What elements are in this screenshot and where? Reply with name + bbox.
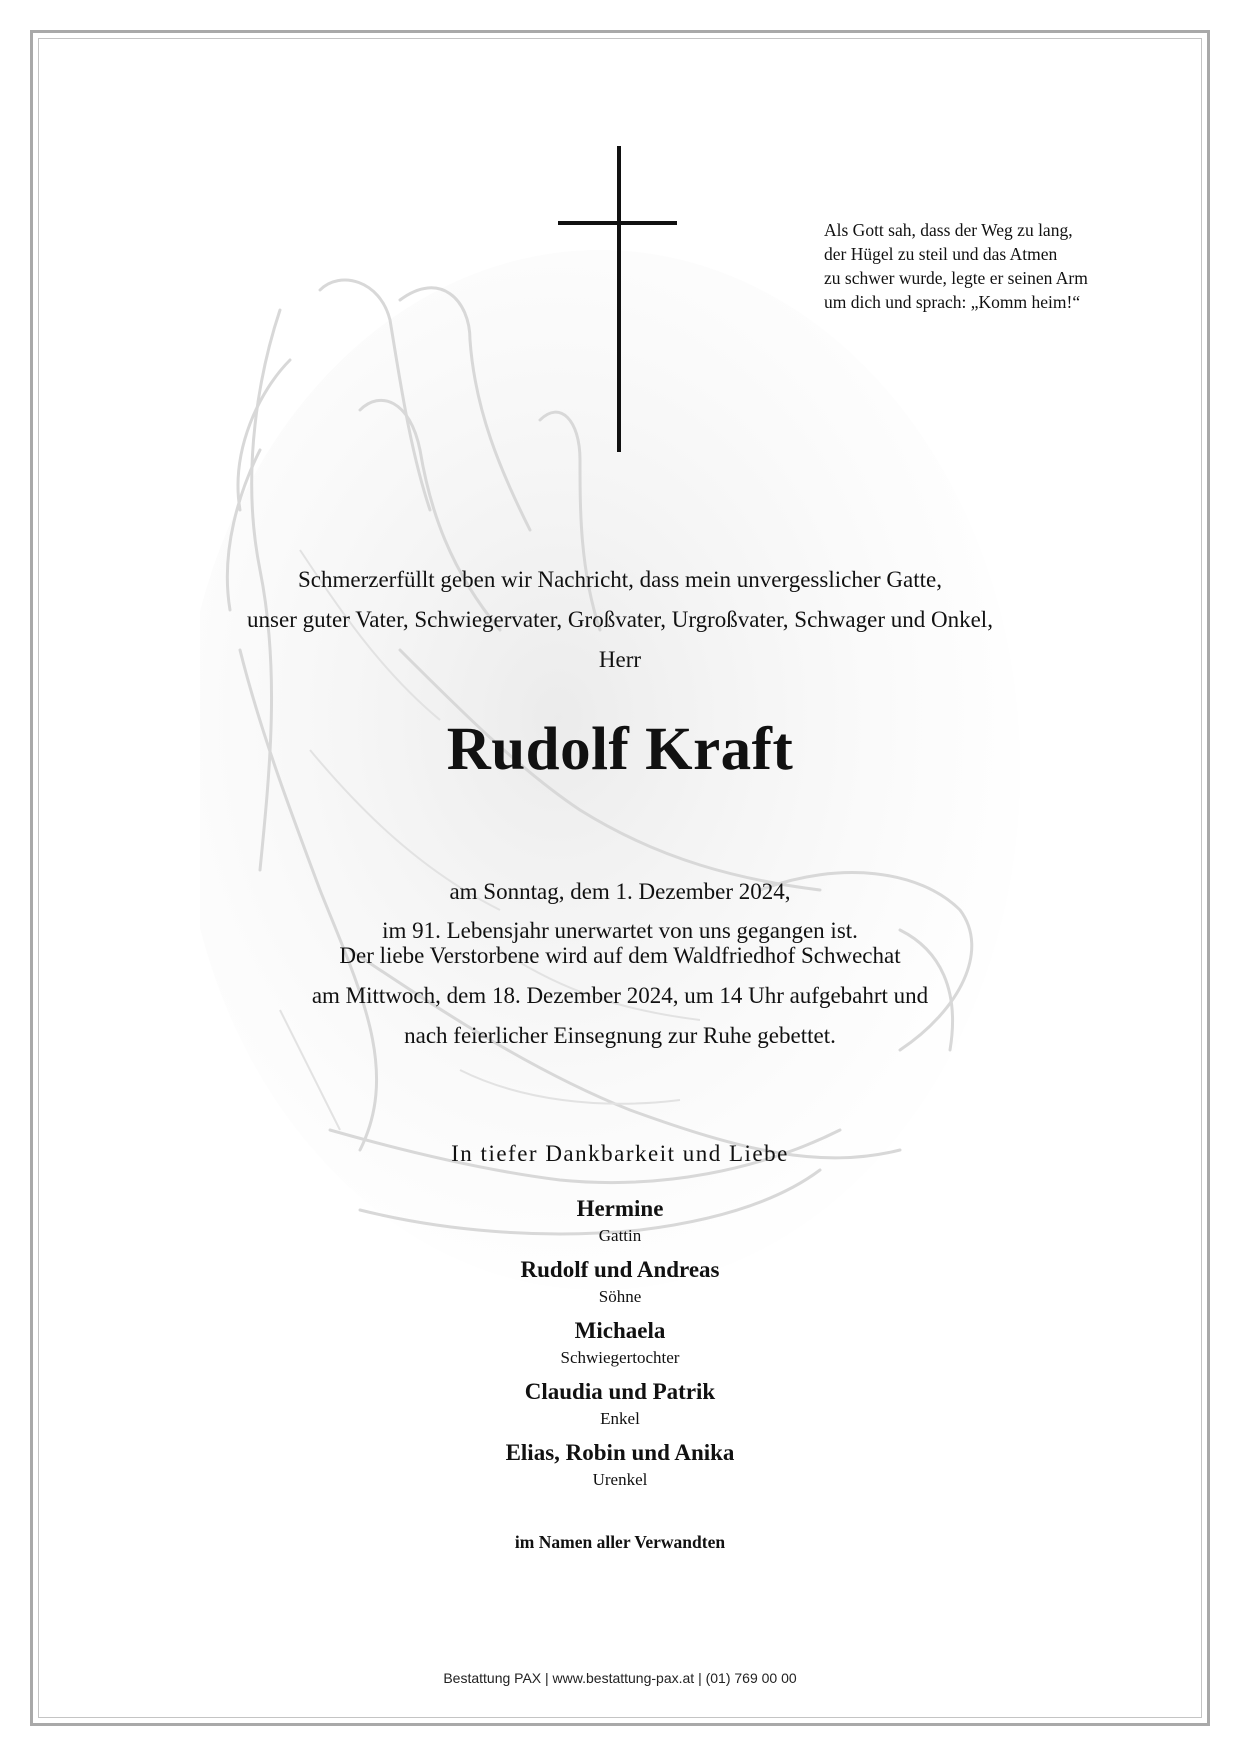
death-line: im 91. Lebensjahr unerwartet von uns gegangen ist. xyxy=(382,918,858,943)
praying-hands-image xyxy=(200,250,1080,1350)
announcement-intro xyxy=(0,560,1240,680)
quote-line: zu schwer wurde, legte er seinen Arm xyxy=(824,268,1088,288)
intro-line: Schmerzerfüllt geben wir Nachricht, dass mein unvergesslicher Gatte, xyxy=(298,567,942,592)
member-role: Gattin xyxy=(598,1226,642,1245)
member-name: Claudia und Patrik xyxy=(524,1379,716,1404)
family-member xyxy=(0,1438,1240,1491)
quote-line: der Hügel zu steil und das Atmen xyxy=(824,244,1058,264)
signoff: im Namen aller Verwandten xyxy=(514,1532,726,1552)
cross-icon-bar xyxy=(558,221,677,225)
family-member xyxy=(0,1194,1240,1247)
footer-contact: Bestattung PAX | www.bestattung-pax.at | (01) 769 00 00 xyxy=(443,1670,797,1686)
member-role: Schwiegertochter xyxy=(560,1348,680,1367)
quote-line: Als Gott sah, dass der Weg zu lang, xyxy=(824,220,1073,240)
funeral-line: nach feierlicher Einsegnung zur Ruhe gebettet. xyxy=(404,1023,836,1048)
family-member xyxy=(0,1316,1240,1369)
member-name: Michaela xyxy=(574,1318,666,1343)
intro-line: Herr xyxy=(598,647,642,672)
funeral-line: Der liebe Verstorbene wird auf dem Waldfriedhof Schwechat xyxy=(339,943,901,968)
intro-line: unser guter Vater, Schwiegervater, Großvater, Urgroßvater, Schwager und Onkel, xyxy=(247,607,993,632)
member-name: Elias, Robin und Anika xyxy=(505,1440,735,1465)
funeral-details xyxy=(0,936,1240,1056)
member-role: Söhne xyxy=(598,1287,642,1306)
quote-line: um dich und sprach: „Komm heim!“ xyxy=(824,292,1081,312)
member-name: Hermine xyxy=(576,1196,664,1221)
cross-icon xyxy=(617,146,621,452)
thanks-line: In tiefer Dankbarkeit und Liebe xyxy=(451,1141,789,1166)
death-line: am Sonntag, dem 1. Dezember 2024, xyxy=(449,879,791,904)
family-member xyxy=(0,1255,1240,1308)
family-list xyxy=(0,1194,1240,1499)
member-role: Enkel xyxy=(600,1409,640,1428)
deceased-name: Rudolf Kraft xyxy=(446,716,794,783)
family-member xyxy=(0,1377,1240,1430)
funeral-line: am Mittwoch, dem 18. Dezember 2024, um 14 Uhr aufgebahrt und xyxy=(311,983,929,1008)
poem-quote xyxy=(824,218,1154,314)
member-name: Rudolf und Andreas xyxy=(520,1257,720,1282)
member-role: Urenkel xyxy=(592,1470,648,1489)
